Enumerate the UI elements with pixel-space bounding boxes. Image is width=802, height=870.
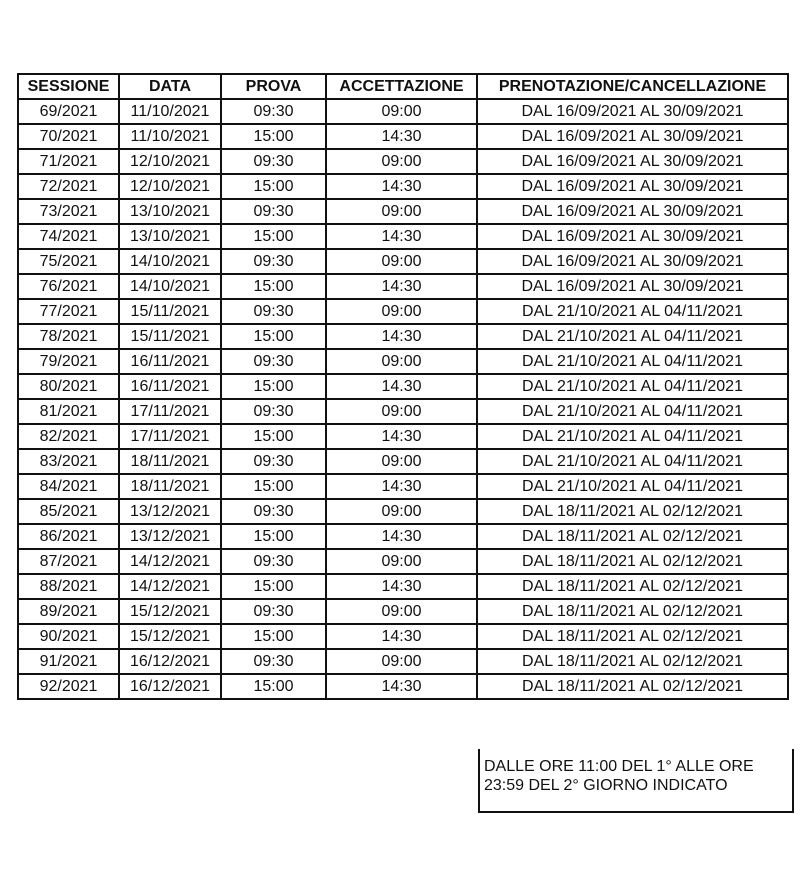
data-cell: 13/10/2021 [119, 224, 221, 249]
table-row [18, 374, 788, 399]
sessione-cell: 86/2021 [18, 524, 119, 549]
table-body [18, 99, 788, 699]
data-cell: 14/12/2021 [119, 574, 221, 599]
data-cell: 14/10/2021 [119, 249, 221, 274]
prenotazione-cell: DAL 21/10/2021 AL 04/11/2021 [477, 374, 788, 399]
table-row [18, 224, 788, 249]
accettazione-cell: 09:00 [326, 199, 477, 224]
prenotazione-cell: DAL 16/09/2021 AL 30/09/2021 [477, 274, 788, 299]
header-sessione: SESSIONE [18, 74, 119, 99]
sessione-cell: 78/2021 [18, 324, 119, 349]
prova-cell: 15:00 [221, 374, 326, 399]
accettazione-cell: 09:00 [326, 349, 477, 374]
data-cell: 18/11/2021 [119, 449, 221, 474]
accettazione-cell: 09:00 [326, 549, 477, 574]
prova-cell: 15:00 [221, 224, 326, 249]
data-cell: 14/10/2021 [119, 274, 221, 299]
data-cell: 13/10/2021 [119, 199, 221, 224]
accettazione-cell: 14:30 [326, 224, 477, 249]
accettazione-cell: 14:30 [326, 274, 477, 299]
table-row [18, 599, 788, 624]
accettazione-cell: 09:00 [326, 249, 477, 274]
table-row [18, 349, 788, 374]
data-cell: 15/11/2021 [119, 324, 221, 349]
prenotazione-cell: DAL 21/10/2021 AL 04/11/2021 [477, 449, 788, 474]
accettazione-cell: 14:30 [326, 124, 477, 149]
prenotazione-cell: DAL 18/11/2021 AL 02/12/2021 [477, 574, 788, 599]
data-cell: 17/11/2021 [119, 424, 221, 449]
sessione-cell: 71/2021 [18, 149, 119, 174]
table-row [18, 249, 788, 274]
sessione-cell: 89/2021 [18, 599, 119, 624]
prenotazione-cell: DAL 18/11/2021 AL 02/12/2021 [477, 599, 788, 624]
prenotazione-cell: DAL 21/10/2021 AL 04/11/2021 [477, 349, 788, 374]
accettazione-cell: 09:00 [326, 299, 477, 324]
prova-cell: 15:00 [221, 124, 326, 149]
prenotazione-cell: DAL 21/10/2021 AL 04/11/2021 [477, 399, 788, 424]
prova-cell: 15:00 [221, 424, 326, 449]
prova-cell: 15:00 [221, 274, 326, 299]
table-row [18, 449, 788, 474]
data-cell: 15/11/2021 [119, 299, 221, 324]
header-accettazione: ACCETTAZIONE [326, 74, 477, 99]
sessione-cell: 88/2021 [18, 574, 119, 599]
data-cell: 15/12/2021 [119, 624, 221, 649]
data-cell: 17/11/2021 [119, 399, 221, 424]
prova-cell: 09:30 [221, 349, 326, 374]
data-cell: 15/12/2021 [119, 599, 221, 624]
table-row [18, 99, 788, 124]
prenotazione-cell: DAL 18/11/2021 AL 02/12/2021 [477, 624, 788, 649]
prenotazione-cell: DAL 21/10/2021 AL 04/11/2021 [477, 299, 788, 324]
table-row [18, 174, 788, 199]
prova-cell: 09:30 [221, 249, 326, 274]
prova-cell: 15:00 [221, 174, 326, 199]
data-cell: 16/11/2021 [119, 349, 221, 374]
accettazione-cell: 14:30 [326, 474, 477, 499]
accettazione-cell: 09:00 [326, 149, 477, 174]
sessione-cell: 80/2021 [18, 374, 119, 399]
session-schedule-table [17, 73, 789, 700]
accettazione-cell: 14:30 [326, 574, 477, 599]
data-cell: 12/10/2021 [119, 149, 221, 174]
data-cell: 16/12/2021 [119, 649, 221, 674]
sessione-cell: 90/2021 [18, 624, 119, 649]
prova-cell: 15:00 [221, 324, 326, 349]
sessione-cell: 72/2021 [18, 174, 119, 199]
data-cell: 16/12/2021 [119, 674, 221, 699]
data-cell: 18/11/2021 [119, 474, 221, 499]
sessione-cell: 74/2021 [18, 224, 119, 249]
sessione-cell: 91/2021 [18, 649, 119, 674]
accettazione-cell: 14:30 [326, 524, 477, 549]
sessione-cell: 83/2021 [18, 449, 119, 474]
table-row [18, 199, 788, 224]
sessione-cell: 77/2021 [18, 299, 119, 324]
data-cell: 14/12/2021 [119, 549, 221, 574]
accettazione-cell: 14:30 [326, 424, 477, 449]
accettazione-cell: 09:00 [326, 99, 477, 124]
sessione-cell: 84/2021 [18, 474, 119, 499]
data-cell: 13/12/2021 [119, 524, 221, 549]
prova-cell: 09:30 [221, 649, 326, 674]
prenotazione-cell: DAL 18/11/2021 AL 02/12/2021 [477, 649, 788, 674]
prova-cell: 09:30 [221, 499, 326, 524]
sessione-cell: 73/2021 [18, 199, 119, 224]
prova-cell: 09:30 [221, 299, 326, 324]
accettazione-cell: 14:30 [326, 624, 477, 649]
data-cell: 11/10/2021 [119, 124, 221, 149]
data-cell: 13/12/2021 [119, 499, 221, 524]
prenotazione-cell: DAL 16/09/2021 AL 30/09/2021 [477, 174, 788, 199]
prenotazione-cell: DAL 21/10/2021 AL 04/11/2021 [477, 324, 788, 349]
prova-cell: 15:00 [221, 674, 326, 699]
data-cell: 16/11/2021 [119, 374, 221, 399]
accettazione-cell: 09:00 [326, 399, 477, 424]
prenotazione-cell: DAL 16/09/2021 AL 30/09/2021 [477, 199, 788, 224]
sessione-cell: 79/2021 [18, 349, 119, 374]
table-row [18, 499, 788, 524]
table-row [18, 674, 788, 699]
table-row [18, 149, 788, 174]
table-row [18, 324, 788, 349]
sessione-cell: 87/2021 [18, 549, 119, 574]
header-prenotazione: PRENOTAZIONE/CANCELLAZIONE [477, 74, 788, 99]
accettazione-cell: 14:30 [326, 324, 477, 349]
sessione-cell: 81/2021 [18, 399, 119, 424]
accettazione-cell: 14:30 [326, 674, 477, 699]
prova-cell: 09:30 [221, 399, 326, 424]
table-row [18, 399, 788, 424]
sessione-cell: 70/2021 [18, 124, 119, 149]
prova-cell: 15:00 [221, 624, 326, 649]
booking-hours-note [478, 749, 794, 813]
prenotazione-cell: DAL 18/11/2021 AL 02/12/2021 [477, 549, 788, 574]
table-row [18, 549, 788, 574]
prenotazione-cell: DAL 21/10/2021 AL 04/11/2021 [477, 474, 788, 499]
accettazione-cell: 14.30 [326, 374, 477, 399]
table-row [18, 124, 788, 149]
table-row [18, 424, 788, 449]
prenotazione-cell: DAL 18/11/2021 AL 02/12/2021 [477, 674, 788, 699]
sessione-cell: 85/2021 [18, 499, 119, 524]
prenotazione-cell: DAL 18/11/2021 AL 02/12/2021 [477, 524, 788, 549]
accettazione-cell: 09:00 [326, 499, 477, 524]
prenotazione-cell: DAL 18/11/2021 AL 02/12/2021 [477, 499, 788, 524]
prova-cell: 15:00 [221, 574, 326, 599]
sessione-cell: 69/2021 [18, 99, 119, 124]
prenotazione-cell: DAL 21/10/2021 AL 04/11/2021 [477, 424, 788, 449]
prenotazione-cell: DAL 16/09/2021 AL 30/09/2021 [477, 124, 788, 149]
prova-cell: 15:00 [221, 474, 326, 499]
prova-cell: 09:30 [221, 99, 326, 124]
accettazione-cell: 14:30 [326, 174, 477, 199]
table-row [18, 524, 788, 549]
table-row [18, 649, 788, 674]
prova-cell: 09:30 [221, 449, 326, 474]
accettazione-cell: 09:00 [326, 649, 477, 674]
prova-cell: 09:30 [221, 599, 326, 624]
sessione-cell: 82/2021 [18, 424, 119, 449]
header-prova: PROVA [221, 74, 326, 99]
sessione-cell: 75/2021 [18, 249, 119, 274]
table-row [18, 274, 788, 299]
data-cell: 11/10/2021 [119, 99, 221, 124]
sessione-cell: 92/2021 [18, 674, 119, 699]
prova-cell: 09:30 [221, 149, 326, 174]
data-cell: 12/10/2021 [119, 174, 221, 199]
table-row [18, 299, 788, 324]
accettazione-cell: 09:00 [326, 449, 477, 474]
header-data: DATA [119, 74, 221, 99]
header-row [18, 74, 788, 99]
prenotazione-cell: DAL 16/09/2021 AL 30/09/2021 [477, 249, 788, 274]
prenotazione-cell: DAL 16/09/2021 AL 30/09/2021 [477, 99, 788, 124]
accettazione-cell: 09:00 [326, 599, 477, 624]
table-row [18, 624, 788, 649]
prenotazione-cell: DAL 16/09/2021 AL 30/09/2021 [477, 149, 788, 174]
prova-cell: 15:00 [221, 524, 326, 549]
note-line-2: 23:59 DEL 2° GIORNO INDICATO [484, 777, 728, 794]
prenotazione-cell: DAL 16/09/2021 AL 30/09/2021 [477, 224, 788, 249]
prova-cell: 09:30 [221, 199, 326, 224]
sessione-cell: 76/2021 [18, 274, 119, 299]
note-line-1: DALLE ORE 11:00 DEL 1° ALLE ORE [484, 758, 754, 775]
table-row [18, 574, 788, 599]
table-row [18, 474, 788, 499]
prova-cell: 09:30 [221, 549, 326, 574]
